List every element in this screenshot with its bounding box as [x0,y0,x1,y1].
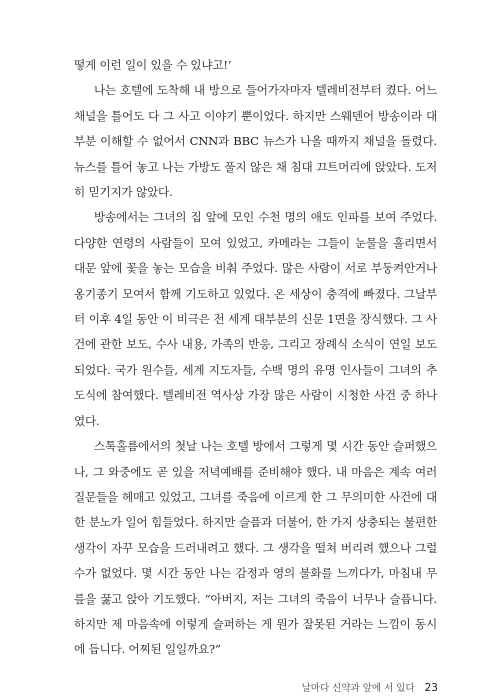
body-text [74,53,437,663]
page-footer [302,680,438,694]
paragraph: 스톡홀름에서의 첫날 나는 호텔 방에서 그렇게 몇 시간 동안 슬퍼했으나, 그 와중에도 곧 있을 저녁예배를 준비해야 했다. 내 마음은 계속 여러 질문들을 헤매고 있었고, 그녀를 죽음에 이르게 한 그 무의미한 사건에 대한 분노가 일어 힘들었다. 하지만 슬픔과 더불어, 한 가지 상충되는 불편한 생각이 자꾸 모습을 드러내려고 했다. 그 생각을 떨쳐 버리려 했으나 그럴 수가 없었다. 몇 시간 동안 나는 감정과 영의 불화를 느끼다가, 마침내 무릎을 꿇고 앉아 기도했다. “아버지, 저는 그녀의 죽음이 너무나 슬픕니다. 하지만 제 마음속에 이렇게 슬퍼하는 게 뭔가 잘못된 거라는 느낌이 동시에 듭니다. 어찌된 일일까요?” [74,439,437,657]
paragraph: 나는 호텔에 도착해 내 방으로 들어가자마자 텔레비전부터 켰다. 어느 채널을 틀어도 다 그 사고 이야기 뿐이었다. 하지만 스웨덴어 방송이라 대부분 이해할 수 없어서 CNN과 BBC 뉴스가 나올 때까지 채널을 돌렸다. 뉴스를 틀어 놓고 나는 가방도 풀지 않은 채 침대 끄트머리에 앉았다. 도저히 믿기지가 않았다. [74,83,437,200]
paragraph-continuation: 떻게 이런 일이 있을 수 있냐고!’ [74,58,232,72]
running-title: 날마다 신약과 앞에 서 있다 [301,683,415,694]
page-number: 23 [424,682,438,694]
paragraph: 방송에서는 그녀의 집 앞에 모인 수천 명의 애도 인파를 보여 주었다. 다양한 연령의 사람들이 모여 있었고, 카메라는 그들이 눈물을 흘리면서 대문 앞에 꽃을 놓는 모습을 비춰 주었다. 많은 사람이 서로 부둥켜안거나 옹기종기 모여서 함께 기도하고 있었다. 온 세상이 충격에 빠졌다. 그날부터 이후 4일 동안 이 비극은 전 세계 대부분의 신문 1면을 장식했다. 그 사건에 관한 보도, 수사 내용, 가족의 반응, 그리고 장례식 소식이 연일 보도되었다. 국가 원수들, 세계 지도자들, 수백 명의 유명 인사들이 그녀의 추도식에 참여했다. 텔레비전 역사상 가장 많은 사람이 시청한 사건 중 하나였다. [74,210,437,428]
